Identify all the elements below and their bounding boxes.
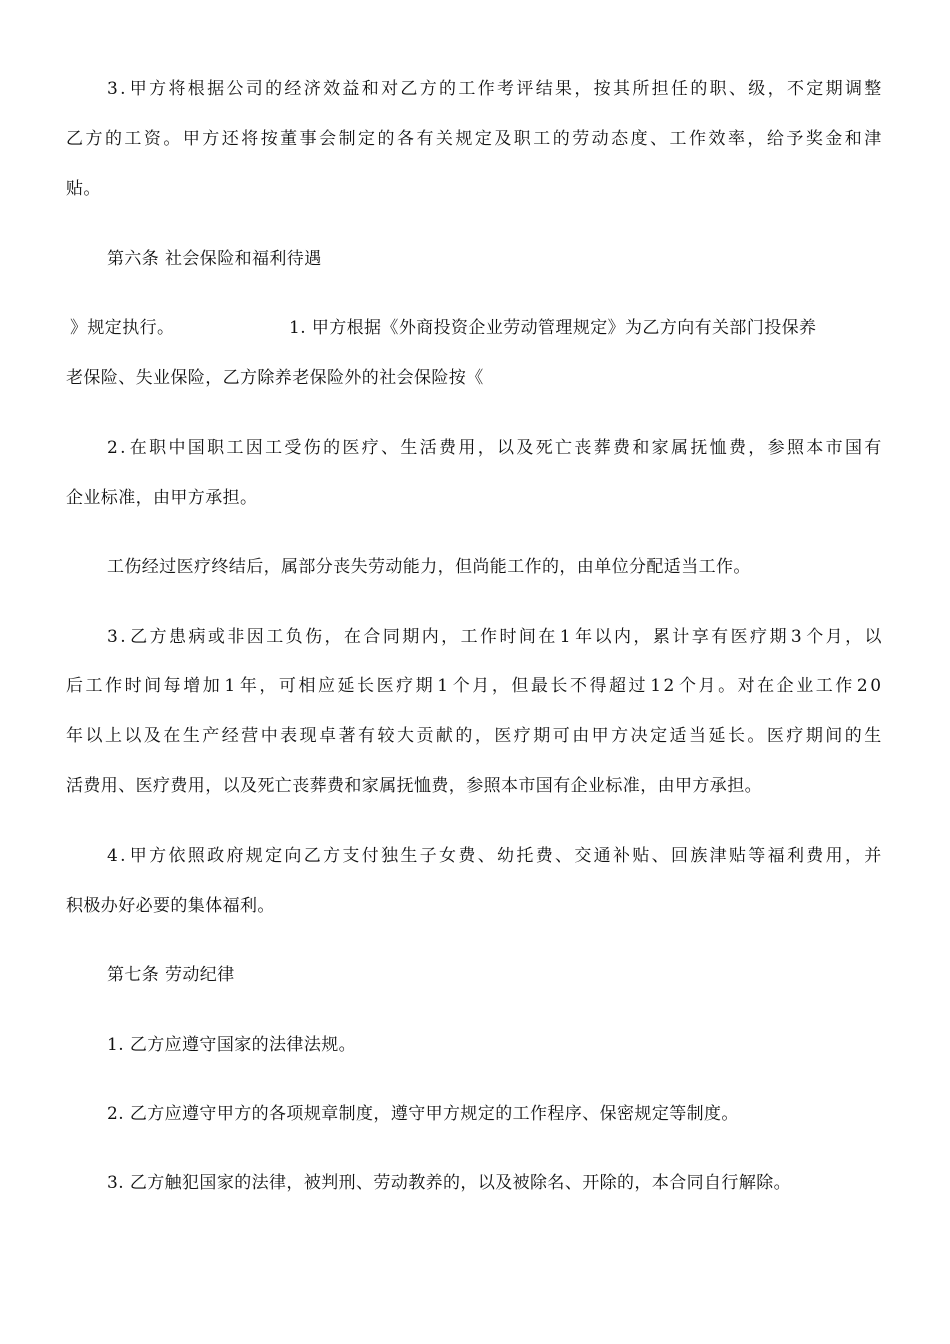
text-line: 1. 乙方应遵守国家的法律法规。 xyxy=(107,1035,357,1055)
text-line: 2. 乙方应遵守甲方的各项规章制度，遵守甲方规定的工作程序、保密规定等制度。 xyxy=(107,1104,739,1124)
text-line: 2 . 在 职 中 国 职 工 因 工 受 伤 的 医 疗 、 生 活 费 用 ， 以 及 死 亡 丧 葬 费 和 家 属 抚 恤 费 ， 参 照 本 市 国 有 xyxy=(107,438,882,458)
text-line: 工伤经过医疗终结后，属部分丧失劳动能力，但尚能工作的，由单位分配适当工作。 xyxy=(107,557,751,577)
text-line: 乙 方 的 工 资 。 甲 方 还 将 按 董 事 会 制 定 的 各 有 关 规 定 及 职 工 的 劳 动 态 度 、 工 作 效 率 ， 给 予 奖 金 和 津 xyxy=(66,129,882,149)
text-line: 1. 甲方根据《外商投资企业劳动管理规定》为乙方向有关部门投保养 xyxy=(289,318,817,338)
text-line: 3. 乙方触犯国家的法律，被判刑、劳动教养的，以及被除名、开除的，本合同自行解除。 xyxy=(107,1173,792,1193)
text-line: 活费用、医疗费用，以及死亡丧葬费和家属抚恤费，参照本市国有企业标准，由甲方承担。 xyxy=(66,776,762,796)
text-line: 3 . 甲 方 将 根 据 公 司 的 经 济 效 益 和 对 乙 方 的 工 作 考 评 结 果 ， 按 其 所 担 任 的 职 、 级 ， 不 定 期 调 整 xyxy=(107,79,882,99)
text-line: 贴。 xyxy=(66,179,101,199)
text-line: 后 工 作 时 间 每 增 加 1 年 ， 可 相 应 延 长 医 疗 期 1 个 月 ， 但 最 长 不 得 超 过 1 2 个 月 。 对 在 企 业 工 作 2 0 xyxy=(66,676,882,696)
section-heading: 第六条 社会保险和福利待遇 xyxy=(107,249,322,269)
text-line: 积极办好必要的集体福利。 xyxy=(66,896,275,916)
text-line: 》规定执行。 xyxy=(70,318,175,338)
text-line: 老保险、失业保险，乙方除养老保险外的社会保险按《 xyxy=(66,368,484,388)
text-line: 企业标准，由甲方承担。 xyxy=(66,488,258,508)
text-line: 4 . 甲 方 依 照 政 府 规 定 向 乙 方 支 付 独 生 子 女 费 、 幼 托 费 、 交 通 补 贴 、 回 族 津 贴 等 福 利 费 用 ， 并 xyxy=(107,846,882,866)
section-heading: 第七条 劳动纪律 xyxy=(107,965,235,985)
text-line: 年 以 上 以 及 在 生 产 经 营 中 表 现 卓 著 有 较 大 贡 献 的 ， 医 疗 期 可 由 甲 方 决 定 适 当 延 长 。 医 疗 期 间 的 生 xyxy=(66,726,882,746)
text-line: 3 . 乙 方 患 病 或 非 因 工 负 伤 ， 在 合 同 期 内 ， 工 作 时 间 在 1 年 以 内 ， 累 计 享 有 医 疗 期 3 个 月 ， 以 xyxy=(107,627,882,647)
